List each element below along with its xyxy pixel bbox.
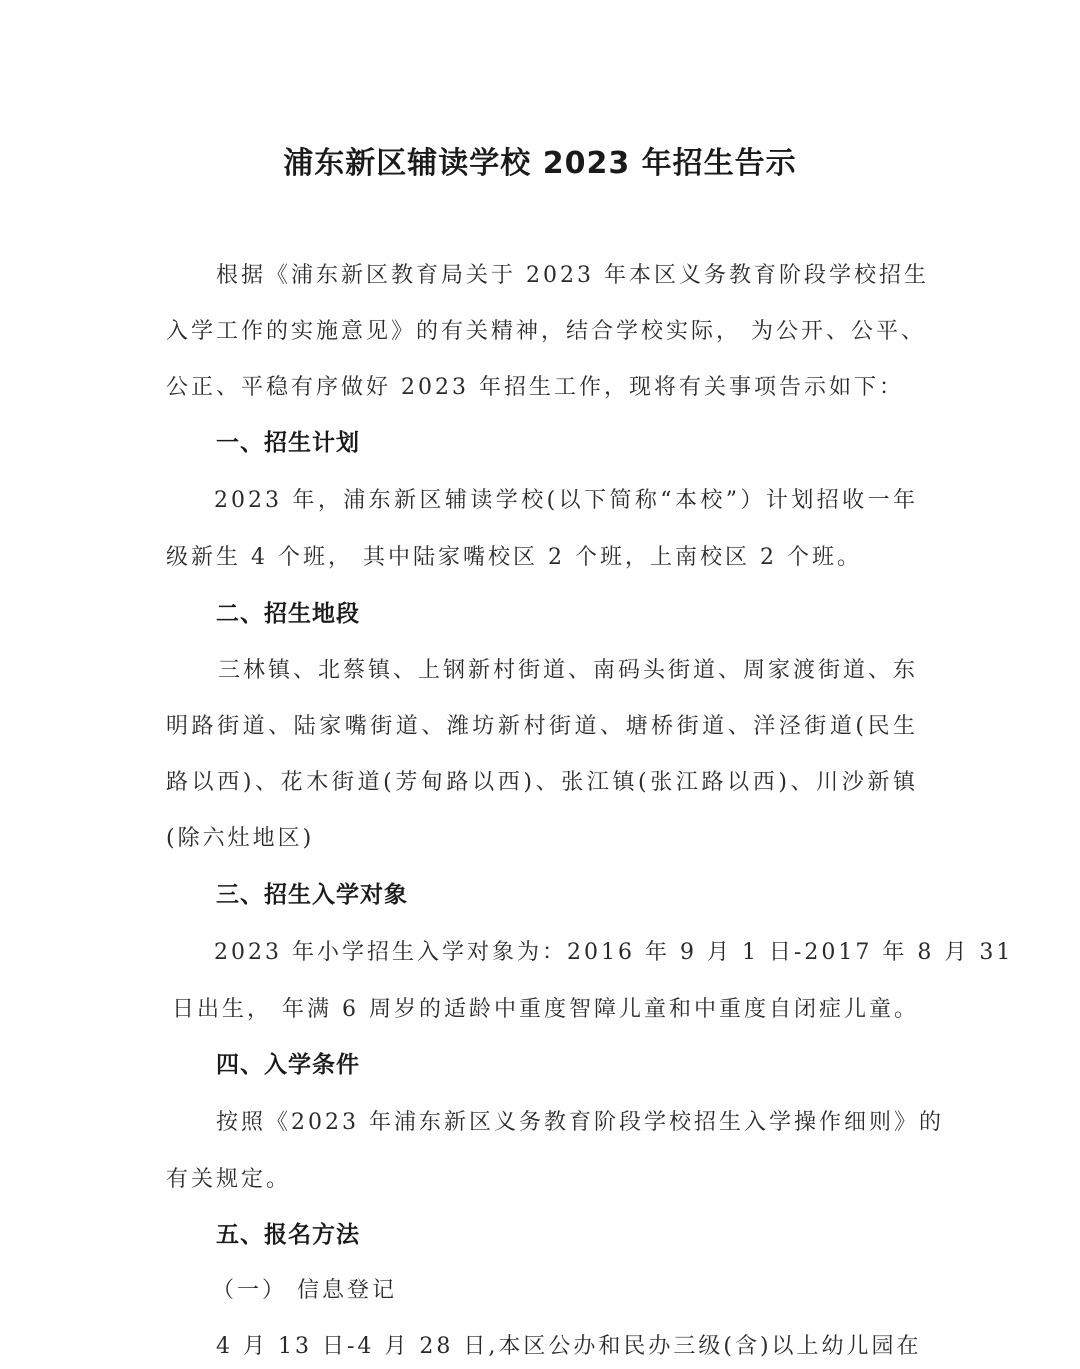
section-heading-registration: 五、报名方法 — [216, 1222, 360, 1248]
section-heading-area: 二、招生地段 — [216, 601, 360, 627]
section-registration-line-1: （一） 信息登记 — [212, 1278, 397, 1303]
section-conditions-line-2: 有关规定。 — [166, 1167, 292, 1192]
section-plan-line-1: 2023 年，浦东新区辅读学校(以下简称“本校”）计划招收一年 — [214, 488, 918, 513]
section-heading-eligibility: 三、招生入学对象 — [216, 882, 408, 908]
section-area-line-4: (除六灶地区) — [166, 826, 315, 851]
intro-line-1: 根据《浦东新区教育局关于 2023 年本区义务教育阶段学校招生 — [216, 263, 929, 288]
section-area-line-1: 三林镇、北蔡镇、上钢新村街道、南码头街道、周家渡街道、东 — [218, 658, 919, 683]
section-conditions-line-1: 按照《2023 年浦东新区义务教育阶段学校招生入学操作细则》的 — [216, 1110, 944, 1135]
intro-line-2: 入学工作的实施意见》的有关精神，结合学校实际， 为公开、公平、 — [166, 319, 926, 344]
section-heading-conditions: 四、入学条件 — [216, 1052, 360, 1078]
section-plan-line-2: 级新生 4 个班， 其中陆家嘴校区 2 个班，上南校区 2 个班。 — [166, 545, 862, 570]
section-eligibility-line-2: 日出生， 年满 6 周岁的适龄中重度智障儿童和中重度自闭症儿童。 — [172, 997, 919, 1022]
section-registration-line-2: 4 月 13 日-4 月 28 日,本区公办和民办三级(含)以上幼儿园在 — [216, 1334, 922, 1359]
section-area-line-3: 路以西)、花木街道(芳甸路以西)、张江镇(张江路以西)、川沙新镇 — [166, 770, 918, 795]
section-eligibility-line-1: 2023 年小学招生入学对象为：2016 年 9 月 1 日-2017 年 8 月 31 — [214, 940, 1014, 965]
document-title: 浦东新区辅读学校 2023 年招生告示 — [283, 146, 797, 181]
intro-line-3: 公正、平稳有序做好 2023 年招生工作，现将有关事项告示如下： — [166, 375, 904, 400]
section-area-line-2: 明路街道、陆家嘴街道、潍坊新村街道、塘桥街道、洋泾街道(民生 — [166, 714, 918, 739]
section-heading-plan: 一、招生计划 — [216, 430, 360, 456]
